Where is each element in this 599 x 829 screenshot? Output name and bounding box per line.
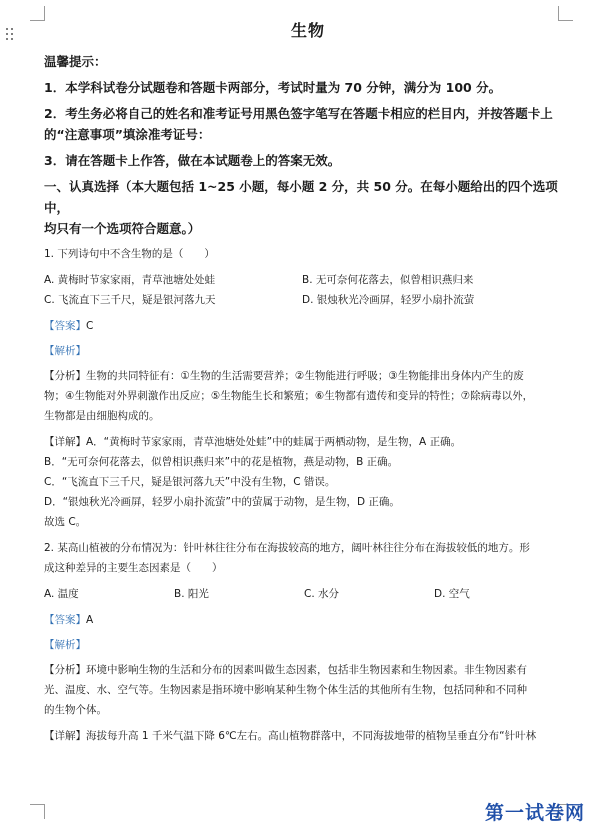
analysis-tag: 【解析】 [44,345,86,357]
detail-line-d: D．“银烛秋光冷画屏，轻罗小扇扑流萤”中的萤属于动物，是生物，D 正确。 [44,496,400,508]
question-1-analysis-tag [44,341,572,361]
drag-handle-icon[interactable] [6,28,16,42]
detail-line-c: C．“飞流直下三千尺，疑是银河落九天”中没有生物，C 错误。 [44,476,336,488]
question-1-stem: 1. 下列诗句中不含生物的是（ ） [44,248,215,260]
question-1-detail [44,432,572,532]
fenxi-line-2: 物；④生物能对外界刺激作出反应；⑤生物能生长和繁殖；⑥生物都有遗传和变异的特性；⑦除病毒以外， [44,390,534,402]
question-2-fenxi [44,660,572,720]
notice-item-3: 3．请在答题卡上作答，做在本试题卷上的答案无效。 [44,153,341,168]
question-1-fenxi [44,366,572,426]
question-2-option-d: D. 空气 [434,588,470,600]
fenxi-line-3: 的生物个体。 [44,704,107,716]
answer-value: C [86,320,94,332]
question-1-option-a: A. 黄梅时节家家雨，青草池塘处处蛙 [44,274,216,286]
question-2-option-b: B. 阳光 [174,588,209,600]
answer-tag: 【答案】 [44,614,86,626]
notice-heading: 温馨提示： [44,54,107,69]
fenxi-tag: 【分析】 [44,370,86,382]
question-2-option-a: A. 温度 [44,588,79,600]
answer-tag: 【答案】 [44,320,86,332]
section-heading [44,176,572,239]
notice-item-1: 1．本学科试卷分试题卷和答题卡两部分，考试时量为 70 分钟，满分为 100 分。 [44,80,502,95]
question-2-options [44,584,572,604]
watermark-logo: 第一试卷网 [484,802,585,824]
question-2-answer [44,610,572,630]
page-title: 生物 [290,21,325,40]
question-2-stem-line-2: 成这种差异的主要生态因素是（ ） [44,562,223,574]
fenxi-line-3: 生物都是由细胞构成的。 [44,410,160,422]
detail-tag: 【详解】 [44,436,86,448]
conclusion-line: 故选 C。 [44,516,87,528]
fenxi-line-1: 生物的共同特征有：①生物的生活需要营养；②生物能进行呼吸；③生物能排出身体内产生的废 [86,370,524,382]
detail-tag: 【详解】 [44,730,86,742]
fenxi-line-2: 光、温度、水、空气等。生物因素是指环境中影响某种生物个体生活的其他所有生物，包括同种和不同种 [44,684,527,696]
answer-value: A [86,614,94,626]
question-1-answer [44,316,572,336]
question-2-detail [44,726,572,746]
section-heading-line-1: 一、认真选择（本大题包括 1~25 小题，每小题 2 分，共 50 分。在每小题给出的四个选项中， [44,179,558,215]
document-page [44,18,572,752]
detail-line-1: 海拔每升高 1 千米气温下降 6℃左右。高山植物群落中，不同海拔地带的植物呈垂直分布“针叶林 [86,730,537,742]
crop-mark-bottom-left [30,804,45,819]
notice-item-2-line-1: 2．考生务必将自己的姓名和准考证号用黑色签字笔写在答题卡相应的栏目内，并按答题卡上 [44,106,553,121]
question-2-stem-line-1: 2. 某高山植被的分布情况为：针叶林往往分布在海拔较高的地方，阔叶林往往分布在海拔较低的地方。形 [44,542,530,554]
fenxi-line-1: 环境中影响生物的生活和分布的因素叫做生态因素，包括非生物因素和生物因素。非生物因素有 [86,664,527,676]
question-2-analysis-tag [44,635,572,655]
crop-mark-top-left [30,6,45,21]
question-1-option-c: C. 飞流直下三千尺，疑是银河落九天 [44,294,216,306]
notice-item-2-line-2: 的“注意事项”填涂准考证号： [44,127,211,142]
notice-item-2 [44,103,572,145]
question-1-options [44,270,572,310]
question-2-option-c: C. 水分 [304,588,340,600]
detail-line-a: A．“黄梅时节家家雨，青草池塘处处蛙”中的蛙属于两栖动物，是生物，A 正确。 [86,436,462,448]
fenxi-tag: 【分析】 [44,664,86,676]
section-heading-line-2: 均只有一个选项符合题意。） [44,221,201,236]
question-1-option-d: D. 银烛秋光冷画屏，轻罗小扇扑流萤 [302,294,475,306]
question-1-option-b: B. 无可奈何花落去，似曾相识燕归来 [302,274,474,286]
question-2-stem [44,538,572,578]
analysis-tag: 【解析】 [44,639,86,651]
detail-line-b: B．“无可奈何花落去，似曾相识燕归来”中的花是植物，燕是动物，B 正确。 [44,456,399,468]
